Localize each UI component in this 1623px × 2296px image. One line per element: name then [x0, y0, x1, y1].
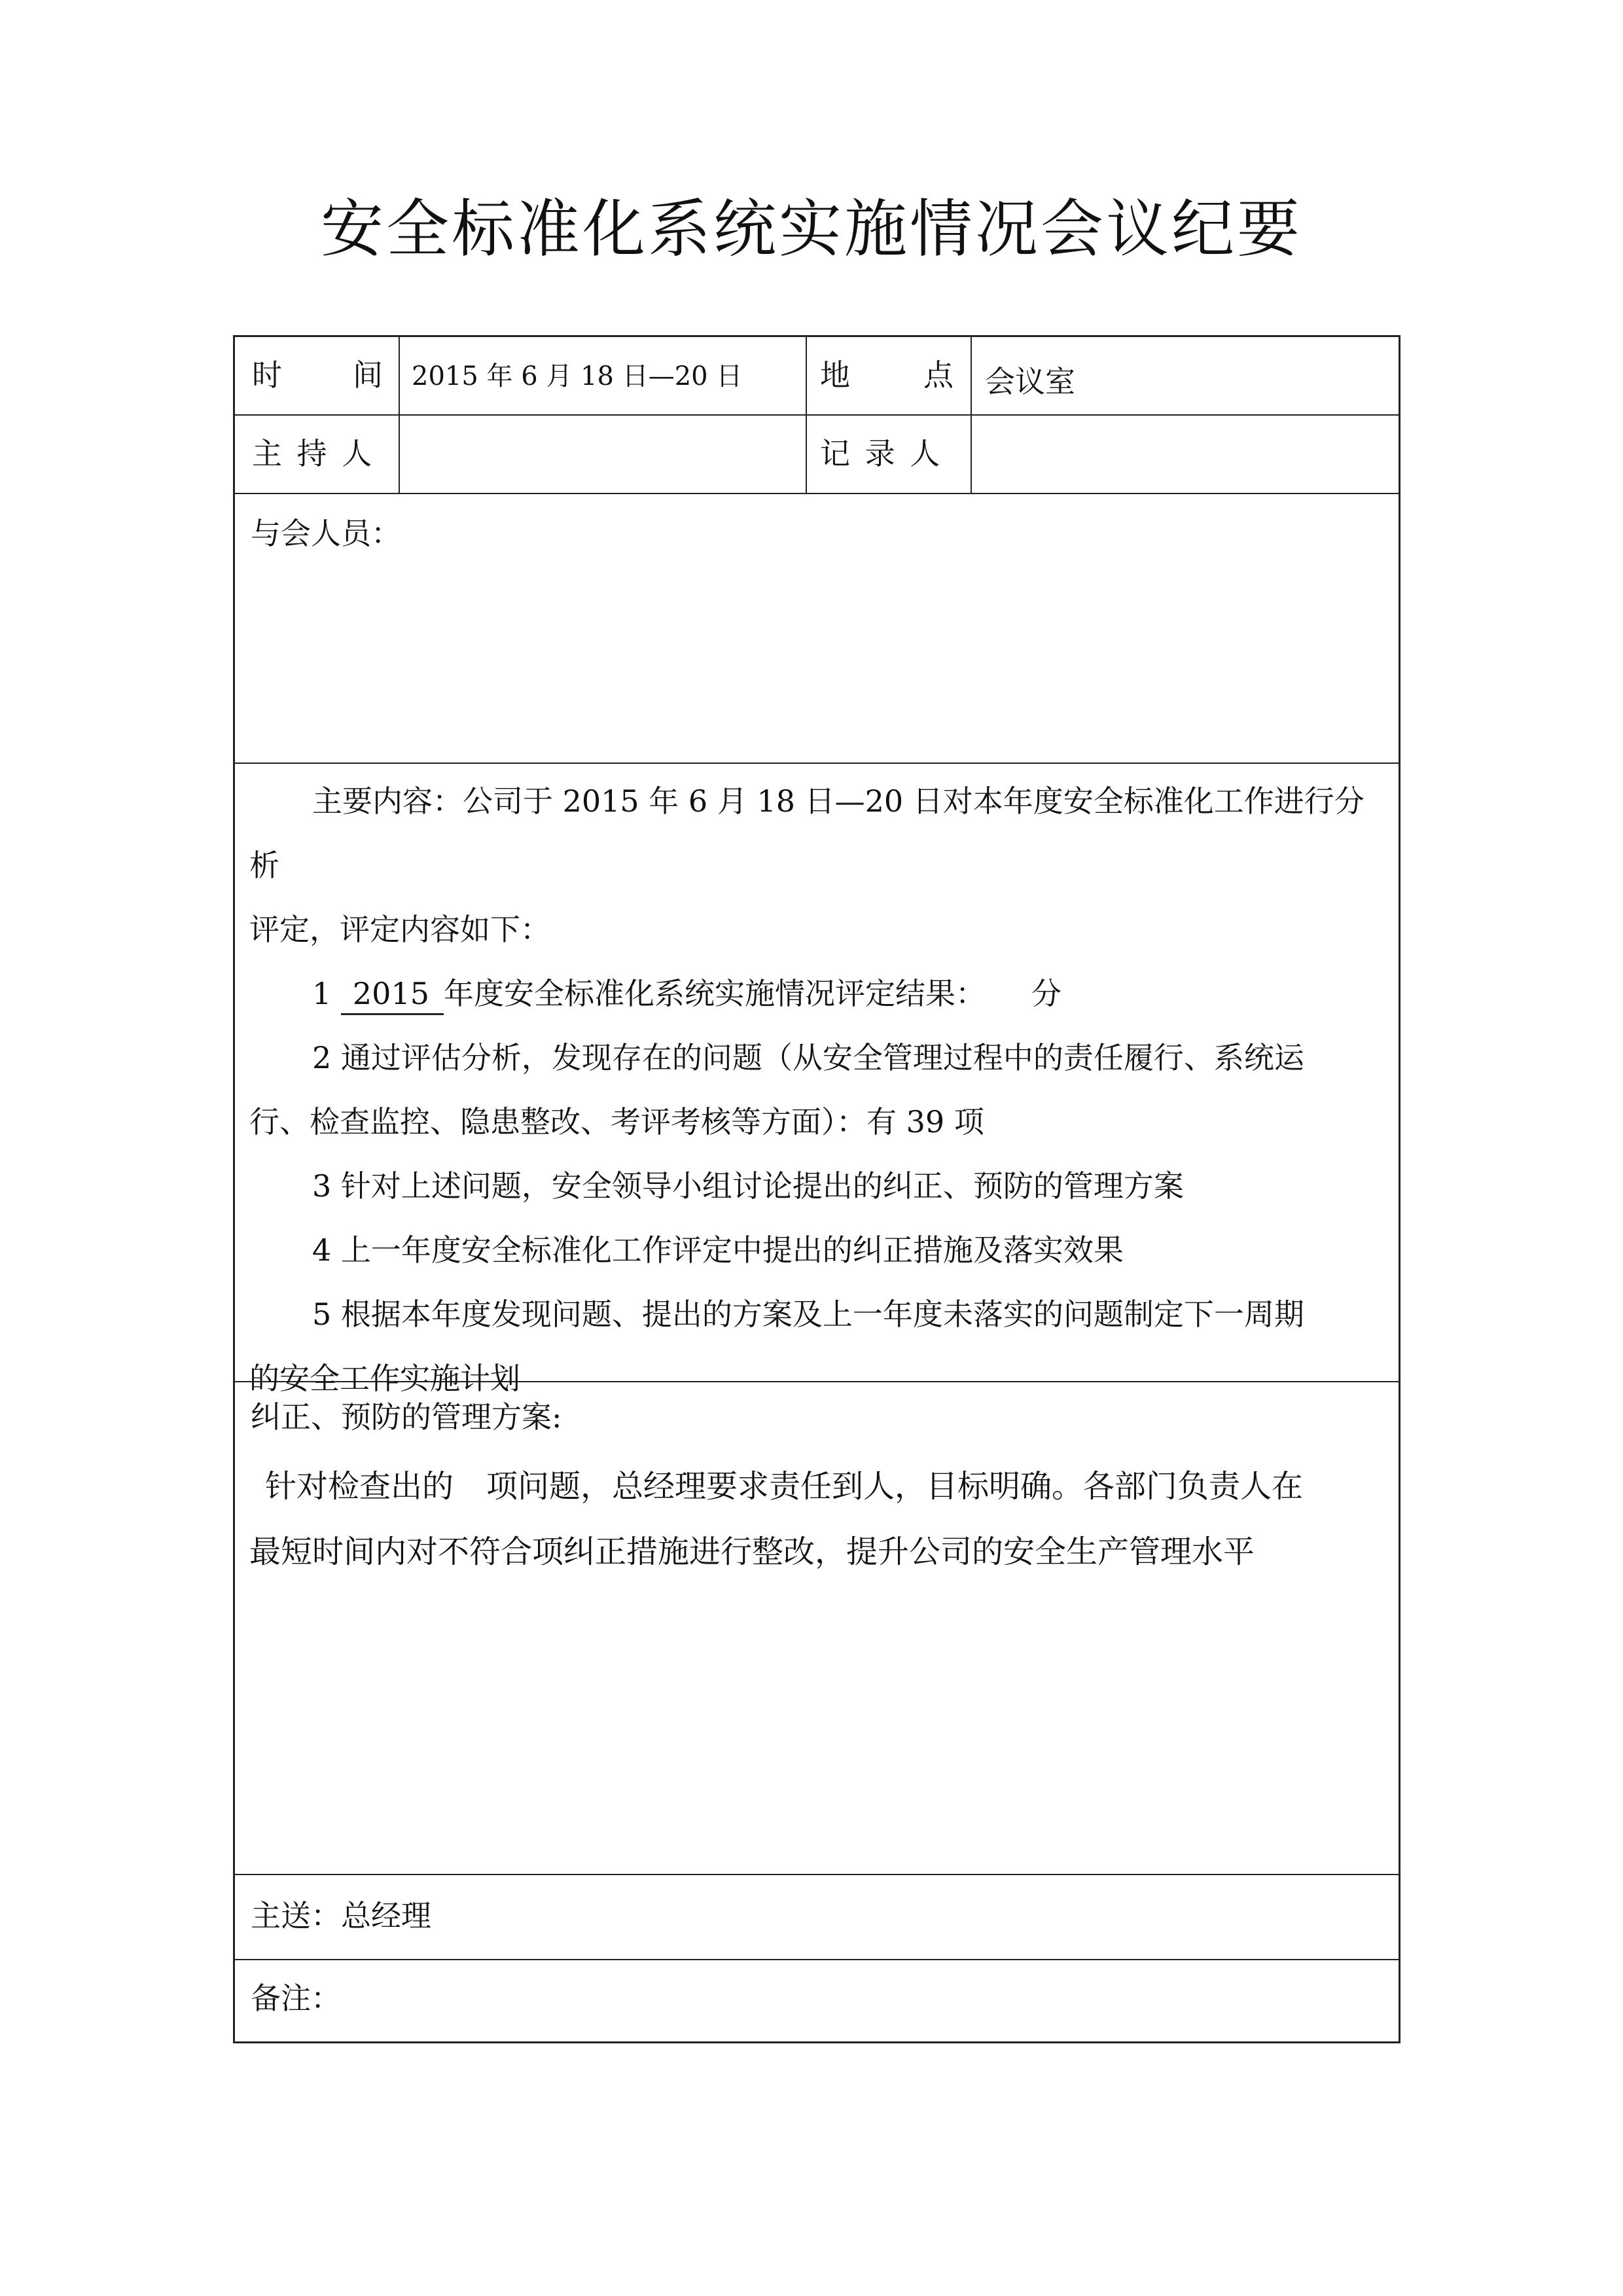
- recorder-label: 记 录 人: [820, 436, 943, 471]
- item-3: 3 针对上述问题，安全领导小组讨论提出的纠正、预防的管理方案: [312, 1168, 1184, 1204]
- item-1-text: 年度安全标准化系统实施情况评定结果：: [443, 976, 986, 1011]
- item-4: 4 上一年度安全标准化工作评定中提出的纠正措施及落实效果: [312, 1232, 1124, 1268]
- item-2: 2 通过评估分析，发现存在的问题（从安全管理过程中的责任履行、系统运: [312, 1040, 1304, 1075]
- corrective-content: [249, 1454, 1382, 1585]
- item-1: [249, 961, 1382, 1026]
- corrective-label: 纠正、预防的管理方案:: [251, 1399, 562, 1435]
- row-divider: [235, 414, 1399, 416]
- page-title: 安全标准化系统实施情况会议纪要: [321, 192, 1302, 266]
- item-1-unit: 分: [1031, 976, 1061, 1011]
- location-label: 地 点: [820, 357, 954, 393]
- item-5-cont: 的安全工作实施计划: [249, 1361, 520, 1396]
- item-1-number: 1: [312, 976, 332, 1011]
- intro-line: 主要内容：公司于 2015 年 6 月 18 日—20 日对本年度安全标准化工作进行分析: [249, 783, 1364, 883]
- item-2-cont: 行、检查监控、隐患整改、考评考核等方面）：有 39 项: [249, 1104, 984, 1139]
- column-divider: [806, 337, 807, 493]
- location-value: 会议室: [985, 364, 1075, 399]
- remarks-label: 备注：: [251, 1981, 341, 2016]
- time-value: 2015 年 6 月 18 日—20 日: [412, 361, 743, 391]
- column-divider: [399, 337, 400, 493]
- host-label: 主 持 人: [252, 436, 375, 471]
- main-content: [249, 769, 1382, 1410]
- row-divider: [235, 1874, 1399, 1875]
- row-divider: [235, 1959, 1399, 1960]
- meeting-minutes-form: [233, 335, 1400, 2043]
- corrective-line: 针对检查出的 项问题，总经理要求责任到人，目标明确。各部门负责人在: [265, 1468, 1304, 1505]
- send-to: 主送：总经理: [251, 1898, 431, 1933]
- intro-line: 评定，评定内容如下：: [249, 912, 550, 947]
- corrective-line: 最短时间内对不符合项纠正措施进行整改，提升公司的安全生产管理水平: [249, 1534, 1255, 1570]
- row-divider: [235, 493, 1399, 494]
- item-5: 5 根据本年度发现问题、提出的方案及上一年度未落实的问题制定下一周期: [312, 1297, 1304, 1332]
- time-label: 时 间: [252, 357, 383, 393]
- row-divider: [235, 762, 1399, 764]
- column-divider: [971, 337, 972, 493]
- attendees-label: 与会人员：: [251, 516, 401, 551]
- item-1-year: 2015: [341, 974, 444, 1015]
